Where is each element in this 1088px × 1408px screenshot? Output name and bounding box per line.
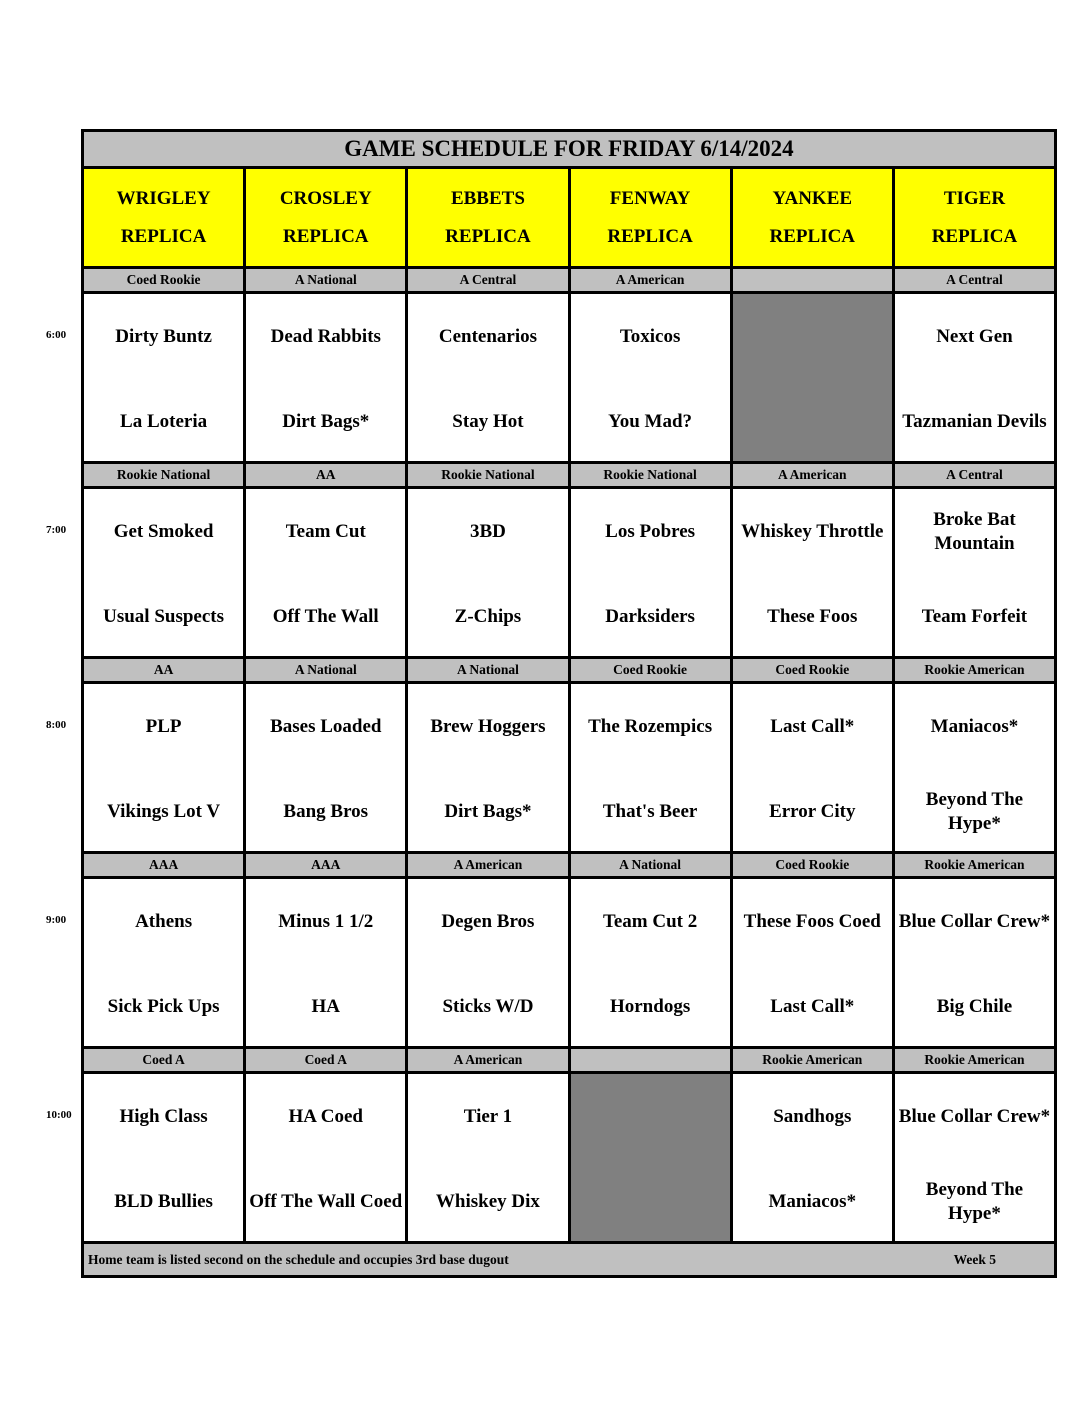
home-team: Off The Wall: [272, 606, 379, 627]
field-name: CROSLEY: [279, 187, 372, 209]
division-label: [571, 1049, 733, 1071]
time-label: 9:00: [46, 914, 67, 926]
away-team: Minus 1 1/2: [278, 911, 374, 932]
division-row: [84, 1049, 1054, 1074]
field-subtitle: REPLICA: [931, 225, 1018, 247]
away-team: Tier 1: [463, 1106, 513, 1127]
field-header: [895, 169, 1054, 266]
away-team: Maniacos*: [930, 716, 1019, 737]
game-cell: [84, 489, 246, 656]
away-team: High Class: [119, 1106, 208, 1127]
away-team: These Foos Coed: [743, 911, 881, 932]
game-cell: [895, 879, 1054, 1046]
division-row: [84, 269, 1054, 294]
game-cell: [246, 1074, 408, 1241]
game-cell: [733, 879, 895, 1046]
field-name: EBBETS: [450, 187, 525, 209]
time-label: 6:00: [46, 329, 67, 341]
home-team: Error City: [769, 801, 856, 822]
away-team: Toxicos: [619, 326, 681, 347]
home-team: Tazmanian Devils: [902, 411, 1047, 432]
division-label: A Central: [408, 269, 570, 291]
field-header: [733, 169, 895, 266]
game-cell: [571, 489, 733, 656]
field-name: YANKEE: [772, 187, 853, 209]
division-label: A National: [571, 854, 733, 876]
division-label: Coed Rookie: [733, 659, 895, 681]
field-subtitle: REPLICA: [607, 225, 693, 247]
away-team: Broke Bat Mountain: [933, 509, 1016, 554]
home-team: Sick Pick Ups: [107, 996, 220, 1017]
division-label: A Central: [895, 464, 1054, 486]
field-name: WRIGLEY: [116, 187, 211, 209]
away-team: Blue Collar Crew*: [898, 1106, 1051, 1127]
game-cell: [895, 489, 1054, 656]
field-header: [84, 169, 246, 266]
game-cell: [246, 489, 408, 656]
time-label: 10:00: [46, 1109, 72, 1121]
game-row: [84, 1074, 1054, 1244]
home-team: Dirt Bags*: [282, 411, 370, 432]
schedule-table: [81, 129, 1057, 1278]
game-cell: [84, 294, 246, 461]
division-label: AA: [84, 659, 246, 681]
game-row: [84, 489, 1054, 659]
away-team: Team Cut 2: [602, 911, 698, 932]
game-cell: [408, 1074, 570, 1241]
division-label: Rookie National: [84, 464, 246, 486]
away-team: Brew Hoggers: [430, 716, 546, 737]
time-label: 8:00: [46, 719, 67, 731]
home-team: BLD Bullies: [114, 1191, 213, 1212]
home-team: Whiskey Dix: [435, 1191, 540, 1212]
away-team: Blue Collar Crew*: [898, 911, 1051, 932]
time-label: 7:00: [46, 524, 67, 536]
week-label: Week 5: [953, 1251, 996, 1267]
game-row: [84, 294, 1054, 464]
home-team: Dirt Bags*: [444, 801, 532, 822]
home-team: Usual Suspects: [103, 606, 225, 627]
division-label: A American: [408, 854, 570, 876]
away-team: HA Coed: [288, 1106, 363, 1127]
game-cell: [246, 294, 408, 461]
game-cell: [408, 684, 570, 851]
game-cell: [84, 1074, 246, 1241]
division-label: AAA: [84, 854, 246, 876]
home-team: Vikings Lot V: [107, 801, 221, 822]
away-team: Bases Loaded: [270, 716, 382, 737]
home-team: Off The Wall Coed: [249, 1191, 403, 1212]
home-team: Darksiders: [605, 606, 695, 627]
field-name: FENWAY: [609, 187, 691, 209]
away-team: Get Smoked: [113, 521, 214, 542]
division-label: A American: [408, 1049, 570, 1071]
game-cell: [408, 489, 570, 656]
division-label: A American: [571, 269, 733, 291]
away-team: Dirty Buntz: [115, 326, 212, 347]
away-team: Whiskey Throttle: [741, 521, 884, 542]
away-team: Athens: [135, 911, 193, 932]
division-label: Coed Rookie: [733, 854, 895, 876]
division-label: Rookie American: [895, 659, 1054, 681]
home-team: Team Forfeit: [921, 606, 1028, 627]
field-header: [408, 169, 570, 266]
footer-note: Home team is listed second on the schedule and occupies 3rd base dugout: [88, 1251, 509, 1267]
division-label: A National: [246, 659, 408, 681]
division-label: Coed A: [246, 1049, 408, 1071]
division-label: Coed A: [84, 1049, 246, 1071]
division-label: A Central: [895, 269, 1054, 291]
division-label: Rookie American: [895, 854, 1054, 876]
away-team: Centenarios: [438, 326, 537, 347]
footer: [84, 1244, 1054, 1275]
game-cell: [571, 684, 733, 851]
game-cell: [246, 684, 408, 851]
home-team: Stay Hot: [452, 411, 524, 432]
division-row: [84, 659, 1054, 684]
game-cell: [408, 294, 570, 461]
division-label: Coed Rookie: [84, 269, 246, 291]
home-team: Beyond The Hype*: [925, 1179, 1024, 1224]
game-cell: [571, 879, 733, 1046]
field-name: TIGER: [943, 187, 1006, 209]
home-team: Sticks W/D: [442, 996, 534, 1017]
game-row: [84, 684, 1054, 854]
field-header-row: [84, 169, 1054, 269]
game-cell: [84, 684, 246, 851]
game-cell: [733, 489, 895, 656]
game-cell: [895, 294, 1054, 461]
home-team: Z-Chips: [454, 606, 522, 627]
field-subtitle: REPLICA: [283, 225, 369, 247]
field-header: [571, 169, 733, 266]
home-team: Horndogs: [609, 996, 691, 1017]
game-cell: [84, 879, 246, 1046]
field-subtitle: REPLICA: [769, 225, 856, 247]
field-subtitle: REPLICA: [120, 225, 207, 247]
division-label: AAA: [246, 854, 408, 876]
away-team: Degen Bros: [441, 911, 535, 932]
division-label: A National: [246, 269, 408, 291]
game-cell: [895, 1074, 1054, 1241]
division-label: [733, 269, 895, 291]
division-label: AA: [246, 464, 408, 486]
time-slots: [84, 269, 1054, 1244]
home-team: These Foos: [767, 606, 858, 627]
page-title: GAME SCHEDULE FOR FRIDAY 6/14/2024: [84, 132, 1054, 169]
away-team: The Rozempics: [588, 716, 713, 737]
division-row: [84, 854, 1054, 879]
away-team: Next Gen: [936, 326, 1013, 347]
home-team: Last Call*: [770, 996, 855, 1017]
division-label: Coed Rookie: [571, 659, 733, 681]
home-team: HA: [311, 996, 340, 1017]
division-label: Rookie American: [895, 1049, 1054, 1071]
field-subtitle: REPLICA: [445, 225, 531, 247]
division-label: Rookie American: [733, 1049, 895, 1071]
division-label: A American: [733, 464, 895, 486]
away-team: Los Pobres: [605, 521, 696, 542]
home-team: Maniacos*: [768, 1191, 857, 1212]
away-team: 3BD: [469, 521, 506, 542]
away-team: Last Call*: [770, 716, 855, 737]
away-team: PLP: [145, 716, 182, 737]
division-label: Rookie National: [408, 464, 570, 486]
away-team: Team Cut: [285, 521, 366, 542]
division-label: Rookie National: [571, 464, 733, 486]
division-label: A National: [408, 659, 570, 681]
away-team: Sandhogs: [773, 1106, 852, 1127]
home-team: You Mad?: [608, 411, 693, 432]
home-team: Bang Bros: [283, 801, 369, 822]
home-team: Big Chile: [936, 996, 1013, 1017]
home-team: Beyond The Hype*: [925, 789, 1024, 834]
empty-slot: [571, 1074, 733, 1241]
game-row: [84, 879, 1054, 1049]
division-row: [84, 464, 1054, 489]
game-cell: [408, 879, 570, 1046]
game-cell: [571, 294, 733, 461]
empty-slot: [733, 294, 895, 461]
away-team: Dead Rabbits: [270, 326, 381, 347]
field-header: [246, 169, 408, 266]
home-team: That's Beer: [602, 801, 698, 822]
game-cell: [733, 1074, 895, 1241]
home-team: La Loteria: [120, 411, 208, 432]
game-cell: [733, 684, 895, 851]
game-cell: [246, 879, 408, 1046]
game-cell: [895, 684, 1054, 851]
